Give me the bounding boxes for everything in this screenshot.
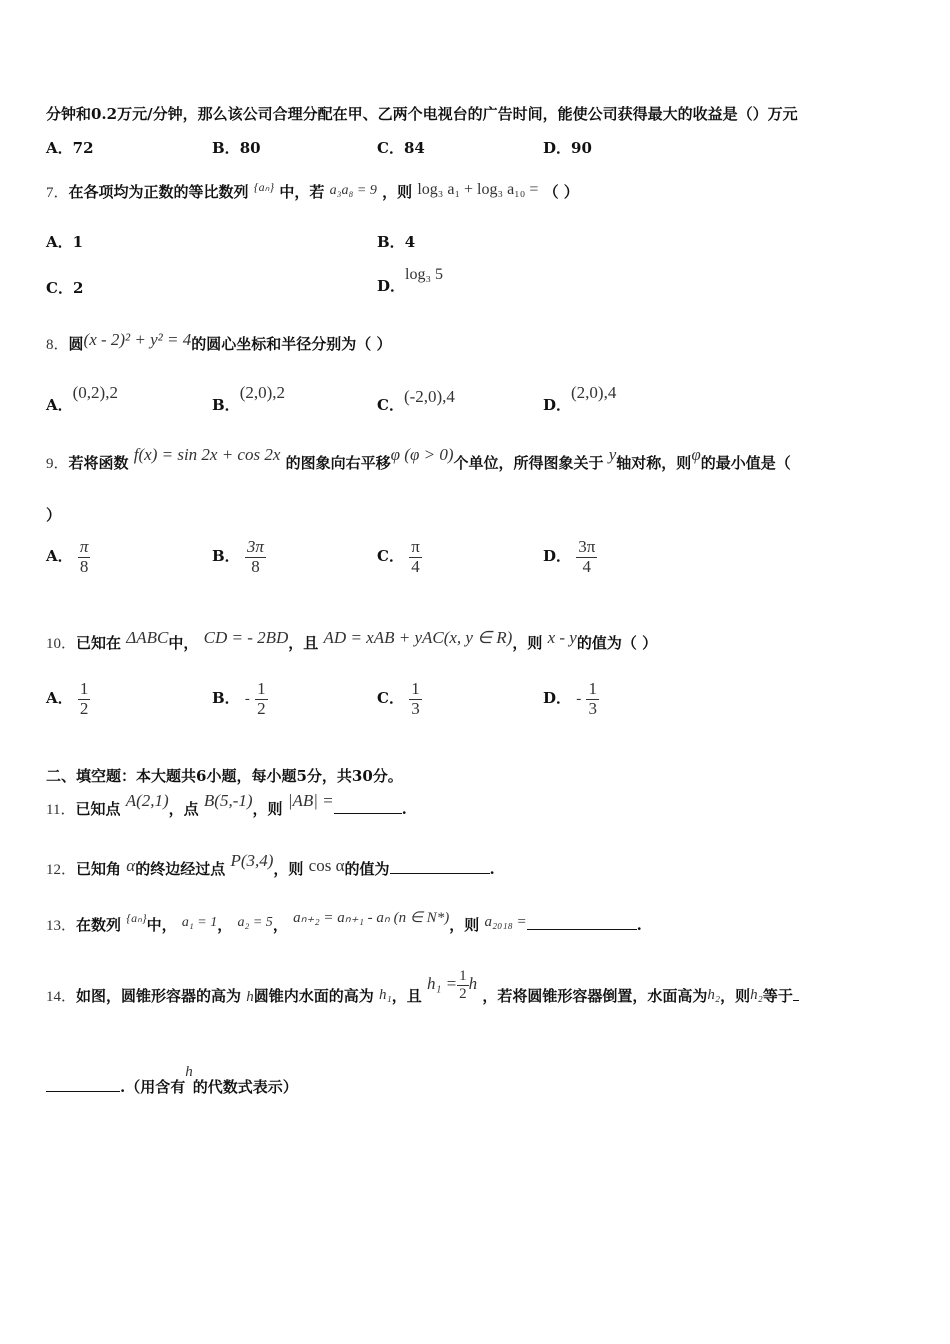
q9-option-b: B． $\frac{3\pi}{8}$ [212, 537, 264, 576]
q6-option-b: B．80 [212, 139, 261, 157]
q14-stem-cont: .（用含有h的代数式表示） [46, 1064, 298, 1097]
q6-stem-tail: 分钟和0.2万元/分钟，那么该公司合理分配在甲、乙两个电视台的广告时间，能使公司获得最大的收益是（）万元 [46, 105, 798, 123]
q9-option-d: D． $\frac{3\pi}{4}$ [543, 537, 596, 576]
q13-stem: 13．在数列 {aₙ}中， a₁ = 1， a₂ = 5， aₙ₊₂ = aₙ₊₁ - aₙ (n ∈ N*)，则 a₂₀₁₈ = . [46, 910, 642, 934]
q13-answer-blank[interactable] [527, 915, 637, 930]
q8-option-d: D．(2,0),4 [543, 383, 617, 414]
q12-answer-blank[interactable] [390, 859, 490, 874]
q10-option-c: C． $\frac{1}{3}$ [377, 679, 420, 718]
q6-option-a: A．72 [46, 139, 94, 157]
q11-stem: 11．已知点 A(2,1)，点 B(5,-1)，则 |AB| = . [46, 791, 407, 818]
q6-option-d: D．90 [543, 139, 592, 157]
q8-option-b: B．(2,0),2 [212, 383, 286, 414]
section2-heading: 二、填空题：本大题共6小题，每小题5分，共30分。 [46, 767, 403, 785]
q14-stem: 14．如图，圆锥形容器的高为 h圆锥内水面的高为 h₁，且 h₁ = $\frac{1}{2}$ h ，若将圆锥形容器倒置，水面高为h₂，则h₂等于 [46, 968, 799, 1006]
q8-option-a: A．(0,2),2 [46, 383, 118, 414]
q10-option-b: B． - $\frac{1}{2}$ [212, 679, 266, 718]
q11-answer-blank[interactable] [334, 799, 402, 814]
q7-option-c: C．2 [46, 279, 84, 297]
q10-stem: 10．已知在 ΔABC中， CD = - 2BD，且 AD = xAB + yAC(x, y ∈ R)，则 x - y的值为（ ） [46, 628, 658, 652]
q6-option-c: C．84 [377, 139, 425, 157]
q7-option-b: B．4 [377, 233, 416, 251]
q14-answer-blank-start[interactable] [793, 986, 799, 1001]
q14-answer-blank[interactable] [46, 1077, 120, 1092]
q9-option-a: A． $\frac{\pi}{8}$ [46, 537, 89, 576]
q9-option-c: C． $\frac{\pi}{4}$ [377, 537, 420, 576]
q7-option-a: A．1 [46, 233, 84, 251]
q7-stem: 7．在各项均为正数的等比数列 $^{\{a_n\}}$ 中，若 a₃a₈ = 9 ，则 log₃ a₁ + log₃ a₁₀ = （ ） [46, 180, 579, 201]
q8-option-c: C．(-2,0),4 [377, 387, 455, 414]
q8-stem: 8．圆(x - 2)² + y² = 4的圆心坐标和半径分别为（ ） [46, 330, 392, 353]
q12-stem: 12．已知角 α的终边经过点 P(3,4)，则 cos α的值为 . [46, 851, 495, 878]
q10-option-a: A． $\frac{1}{2}$ [46, 679, 89, 718]
q9-stem: 9．若将函数 f(x) = sin 2x + cos 2x 的图象向右平移φ (φ > 0)个单位，所得图象关于 y轴对称，则φ的最小值是（ [46, 445, 791, 472]
q9-stem-close: ） [46, 506, 62, 524]
q10-option-d: D． - $\frac{1}{3}$ [543, 679, 597, 718]
q7-option-d: D．log₃ 5 [377, 266, 444, 295]
